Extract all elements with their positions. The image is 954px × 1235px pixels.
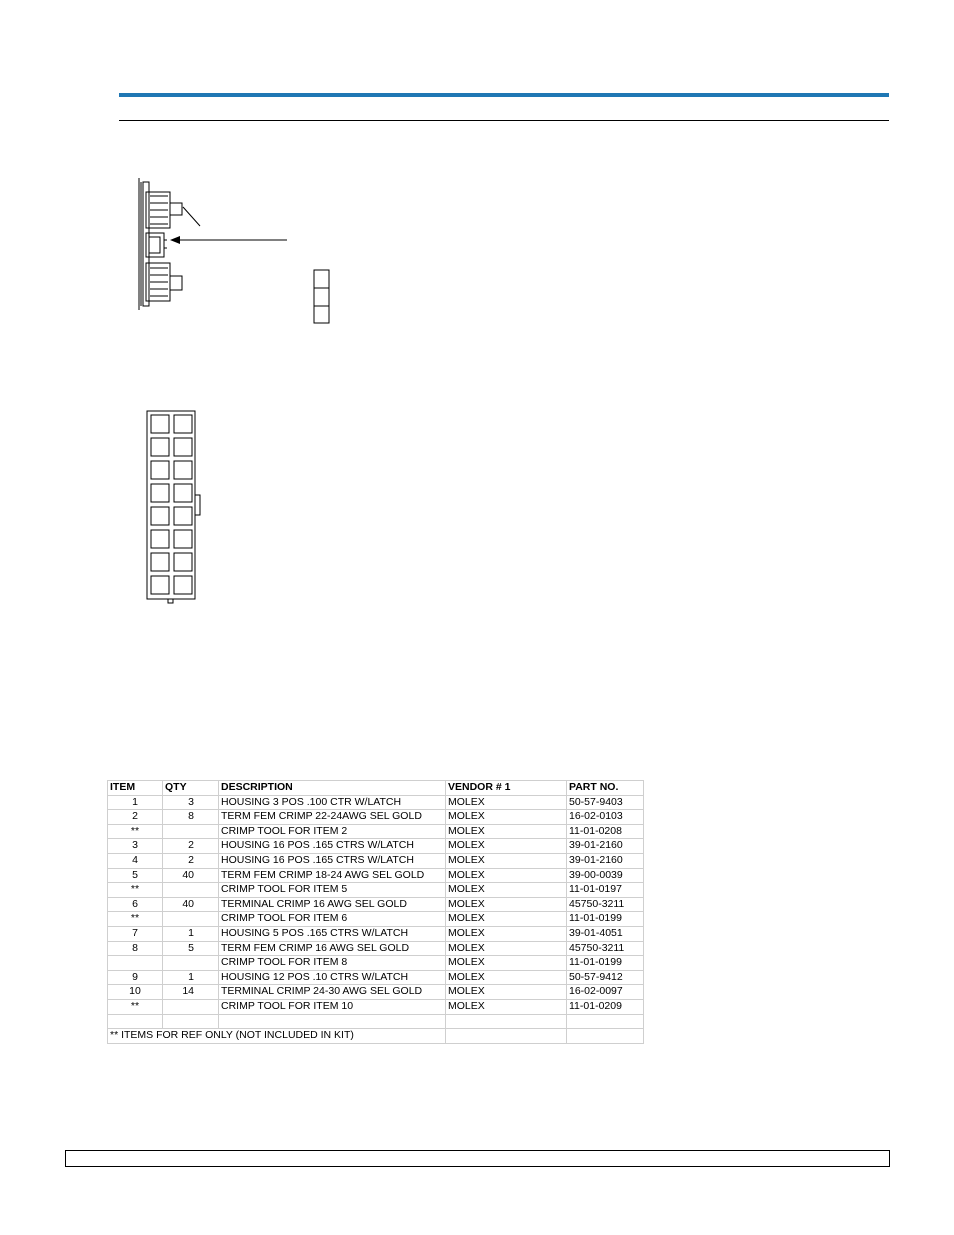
cell-description: CRIMP TOOL FOR ITEM 6 [219, 912, 446, 927]
cell-qty: 5 [163, 941, 219, 956]
cell-vendor: MOLEX [446, 985, 567, 1000]
cell-item: 7 [108, 926, 163, 941]
table-row [108, 853, 644, 868]
cell-description: HOUSING 5 POS .165 CTRS W/LATCH [219, 926, 446, 941]
cell-description: TERM FEM CRIMP 22-24AWG SEL GOLD [219, 810, 446, 825]
table-row [108, 795, 644, 810]
cell-item: 1 [108, 795, 163, 810]
cell-part-no: 39-01-2160 [567, 839, 644, 854]
cell-part-no: 16-02-0097 [567, 985, 644, 1000]
cell-part-no: 45750-3211 [567, 897, 644, 912]
cell-description: HOUSING 16 POS .165 CTRS W/LATCH [219, 853, 446, 868]
cell-qty [163, 956, 219, 971]
cell-item: ** [108, 883, 163, 898]
cell-qty: 3 [163, 795, 219, 810]
table-row [108, 912, 644, 927]
parts-list-table [107, 780, 644, 1044]
table-row [108, 941, 644, 956]
cell-qty [163, 883, 219, 898]
table-row [108, 926, 644, 941]
cell-item: 10 [108, 985, 163, 1000]
cell-part-no: 11-01-0199 [567, 956, 644, 971]
cell-description: TERMINAL CRIMP 24-30 AWG SEL GOLD [219, 985, 446, 1000]
cell-vendor: MOLEX [446, 912, 567, 927]
table-row [108, 985, 644, 1000]
table-row [108, 883, 644, 898]
cell-part-no: 50-57-9403 [567, 795, 644, 810]
cell-vendor: MOLEX [446, 853, 567, 868]
cell-part-no: 11-01-0208 [567, 824, 644, 839]
table-row [108, 897, 644, 912]
table-row [108, 999, 644, 1014]
cell-vendor: MOLEX [446, 868, 567, 883]
leader-line [183, 207, 200, 226]
cell-qty [163, 912, 219, 927]
table-row [108, 1014, 644, 1029]
cell-qty [163, 824, 219, 839]
cell-item: 9 [108, 970, 163, 985]
cell-item: ** [108, 912, 163, 927]
table-footnote: ** ITEMS FOR REF ONLY (NOT INCLUDED IN KIT) [108, 1029, 446, 1044]
cell-description: TERMINAL CRIMP 16 AWG SEL GOLD [219, 897, 446, 912]
cell-part-no: 39-01-2160 [567, 853, 644, 868]
header-qty: QTY [163, 781, 219, 796]
cell-item: 2 [108, 810, 163, 825]
cell-vendor: MOLEX [446, 926, 567, 941]
cell-part-no [567, 1014, 644, 1029]
cell-vendor: MOLEX [446, 956, 567, 971]
footer-box [65, 1150, 890, 1167]
cell-part-no: 45750-3211 [567, 941, 644, 956]
cell-part-no: 50-57-9412 [567, 970, 644, 985]
header-description: DESCRIPTION [219, 781, 446, 796]
cell-description: HOUSING 16 POS .165 CTRS W/LATCH [219, 839, 446, 854]
cell-qty: 8 [163, 810, 219, 825]
cell-item: 5 [108, 868, 163, 883]
cell-description: HOUSING 12 POS .10 CTRS W/LATCH [219, 970, 446, 985]
cell-item [108, 1014, 163, 1029]
header-item: ITEM [108, 781, 163, 796]
cell-qty: 2 [163, 853, 219, 868]
cell-item: 4 [108, 853, 163, 868]
table-row [108, 824, 644, 839]
cell-part-no: 39-01-4051 [567, 926, 644, 941]
cell-item: 8 [108, 941, 163, 956]
table-row [108, 810, 644, 825]
cell-vendor: MOLEX [446, 795, 567, 810]
table-row [108, 970, 644, 985]
cell-qty: 40 [163, 868, 219, 883]
cell-item: 6 [108, 897, 163, 912]
cell-qty: 40 [163, 897, 219, 912]
table-row [108, 868, 644, 883]
header-part-no: PART NO. [567, 781, 644, 796]
table-footnote-row [108, 1029, 644, 1044]
cell-description: HOUSING 3 POS .100 CTR W/LATCH [219, 795, 446, 810]
cell-vendor: MOLEX [446, 970, 567, 985]
board-side-view [139, 178, 182, 310]
cell-description: CRIMP TOOL FOR ITEM 2 [219, 824, 446, 839]
cell-description: TERM FEM CRIMP 16 AWG SEL GOLD [219, 941, 446, 956]
cell-item: ** [108, 824, 163, 839]
cell-qty: 14 [163, 985, 219, 1000]
cell-vendor: MOLEX [446, 941, 567, 956]
cell-part-no: 11-01-0209 [567, 999, 644, 1014]
cell-description: CRIMP TOOL FOR ITEM 8 [219, 956, 446, 971]
housing-16-pos [147, 411, 200, 603]
cell-vendor [446, 1029, 567, 1044]
cell-qty [163, 1014, 219, 1029]
cell-part-no: 11-01-0197 [567, 883, 644, 898]
cell-qty: 2 [163, 839, 219, 854]
cell-part-no: 39-00-0039 [567, 868, 644, 883]
cell-vendor: MOLEX [446, 810, 567, 825]
table-header-row [108, 781, 644, 796]
cell-qty: 1 [163, 970, 219, 985]
cell-description [219, 1014, 446, 1029]
arrow-head-icon [170, 236, 180, 244]
cell-vendor [446, 1014, 567, 1029]
cell-part-no: 16-02-0103 [567, 810, 644, 825]
table-row [108, 956, 644, 971]
header-vendor: VENDOR # 1 [446, 781, 567, 796]
cell-item: 3 [108, 839, 163, 854]
cell-description: CRIMP TOOL FOR ITEM 10 [219, 999, 446, 1014]
cell-part-no [567, 1029, 644, 1044]
cell-item [108, 956, 163, 971]
cell-vendor: MOLEX [446, 839, 567, 854]
table-row [108, 839, 644, 854]
cell-qty [163, 999, 219, 1014]
cell-vendor: MOLEX [446, 999, 567, 1014]
cell-vendor: MOLEX [446, 883, 567, 898]
cell-qty: 1 [163, 926, 219, 941]
cell-vendor: MOLEX [446, 824, 567, 839]
cell-item: ** [108, 999, 163, 1014]
cell-description: CRIMP TOOL FOR ITEM 5 [219, 883, 446, 898]
housing-3-pos [314, 270, 329, 323]
cell-description: TERM FEM CRIMP 18-24 AWG SEL GOLD [219, 868, 446, 883]
cell-vendor: MOLEX [446, 897, 567, 912]
cell-part-no: 11-01-0199 [567, 912, 644, 927]
